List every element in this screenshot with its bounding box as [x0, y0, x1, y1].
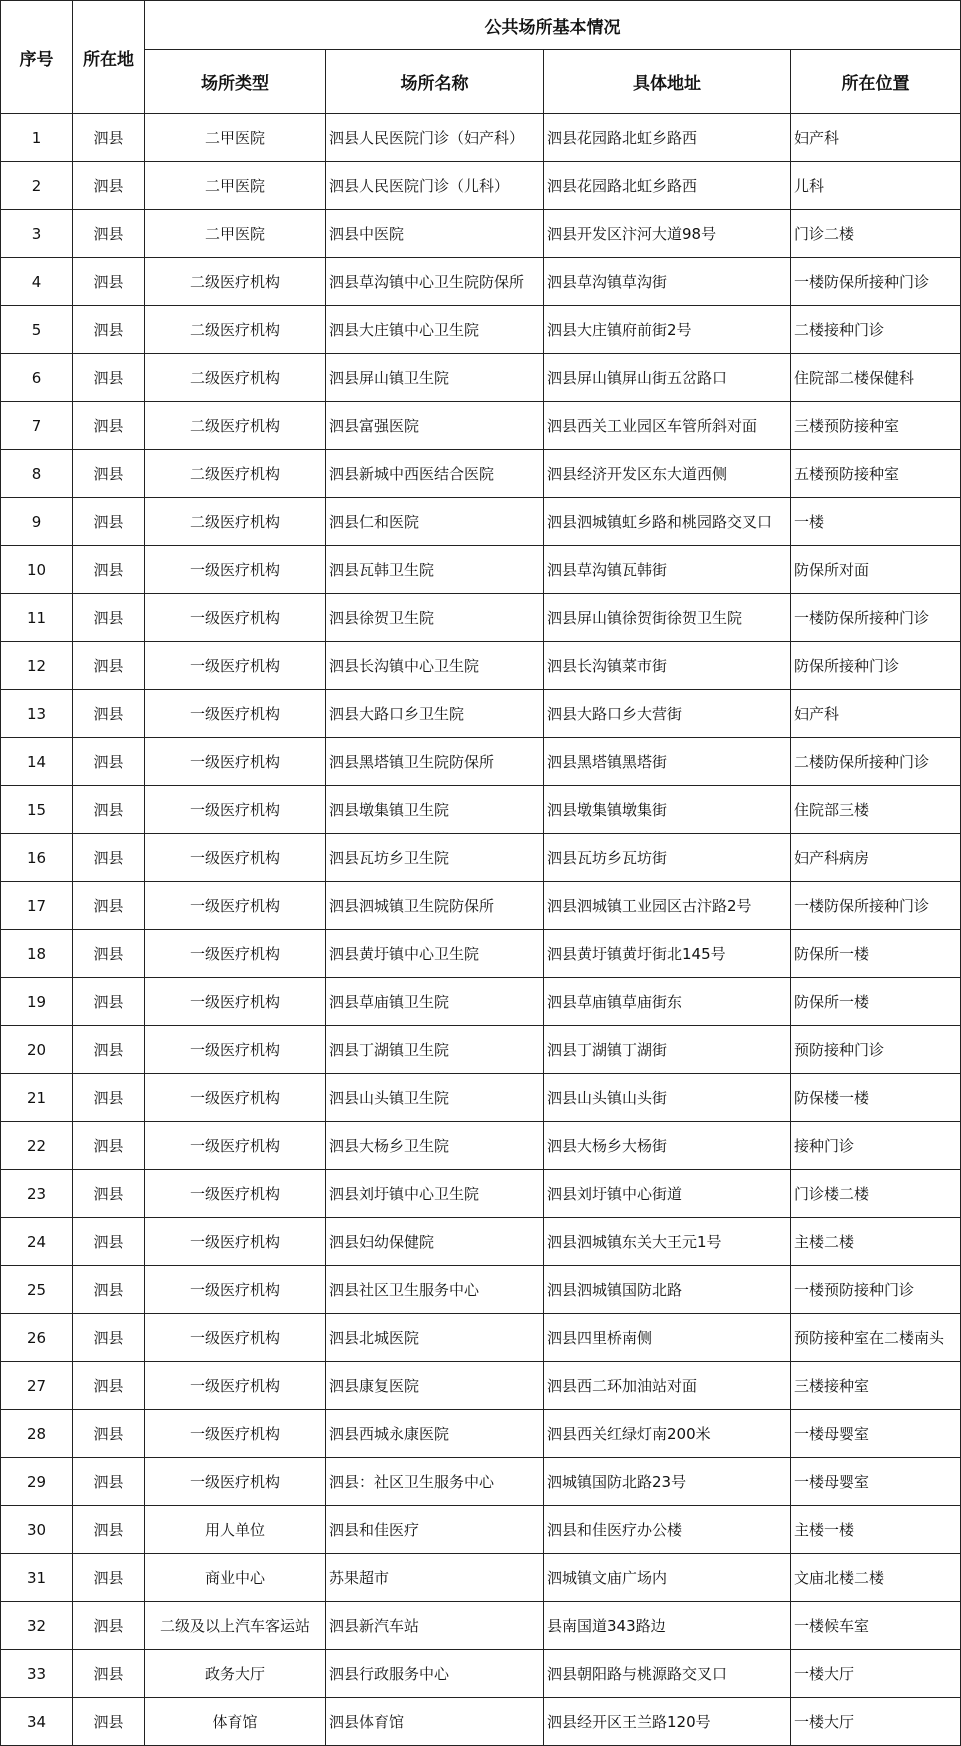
location-cell: 泗县 — [73, 354, 145, 402]
position-cell: 三楼预防接种室 — [791, 402, 961, 450]
name-cell: 泗县北城医院 — [326, 1314, 544, 1362]
address-cell: 泗县西二环加油站对面 — [544, 1362, 791, 1410]
position-cell: 文庙北楼二楼 — [791, 1554, 961, 1602]
table-row — [1, 690, 961, 738]
seq-cell: 7 — [1, 402, 73, 450]
name-cell: 泗县人民医院门诊（妇产科） — [326, 114, 544, 162]
type-cell: 二甲医院 — [145, 162, 326, 210]
table-row — [1, 1314, 961, 1362]
location-cell: 泗县 — [73, 978, 145, 1026]
table-row — [1, 1554, 961, 1602]
address-cell: 泗县草沟镇草沟街 — [544, 258, 791, 306]
seq-cell: 19 — [1, 978, 73, 1026]
seq-cell: 29 — [1, 1458, 73, 1506]
type-cell: 一级医疗机构 — [145, 930, 326, 978]
address-cell: 泗县西关红绿灯南200米 — [544, 1410, 791, 1458]
seq-cell: 6 — [1, 354, 73, 402]
location-cell: 泗县 — [73, 642, 145, 690]
address-cell: 泗县泗城镇虹乡路和桃园路交叉口 — [544, 498, 791, 546]
location-cell: 泗县 — [73, 402, 145, 450]
location-cell: 泗县 — [73, 162, 145, 210]
location-cell: 泗县 — [73, 1458, 145, 1506]
table-body — [1, 114, 961, 1746]
name-cell: 泗县墩集镇卫生院 — [326, 786, 544, 834]
seq-cell: 14 — [1, 738, 73, 786]
table-row — [1, 498, 961, 546]
type-cell: 一级医疗机构 — [145, 1266, 326, 1314]
seq-cell: 28 — [1, 1410, 73, 1458]
type-cell: 二级医疗机构 — [145, 258, 326, 306]
table-row — [1, 882, 961, 930]
address-cell: 泗县花园路北虹乡路西 — [544, 162, 791, 210]
table-row — [1, 546, 961, 594]
table-row — [1, 738, 961, 786]
name-cell: 泗县新汽车站 — [326, 1602, 544, 1650]
table-row — [1, 450, 961, 498]
seq-cell: 18 — [1, 930, 73, 978]
position-cell: 防保所对面 — [791, 546, 961, 594]
type-cell: 一级医疗机构 — [145, 1314, 326, 1362]
seq-cell: 5 — [1, 306, 73, 354]
location-cell: 泗县 — [73, 1074, 145, 1122]
location-cell: 泗县 — [73, 1026, 145, 1074]
type-cell: 一级医疗机构 — [145, 738, 326, 786]
name-cell: 泗县草沟镇中心卫生院防保所 — [326, 258, 544, 306]
location-cell: 泗县 — [73, 786, 145, 834]
position-cell: 预防接种门诊 — [791, 1026, 961, 1074]
name-header: 场所名称 — [326, 50, 544, 114]
group-header: 公共场所基本情况 — [145, 1, 961, 50]
seq-cell: 2 — [1, 162, 73, 210]
seq-cell: 10 — [1, 546, 73, 594]
location-cell: 泗县 — [73, 930, 145, 978]
table-row — [1, 834, 961, 882]
type-cell: 一级医疗机构 — [145, 1026, 326, 1074]
location-cell: 泗县 — [73, 210, 145, 258]
seq-cell: 4 — [1, 258, 73, 306]
address-cell: 泗县屏山镇徐贺街徐贺卫生院 — [544, 594, 791, 642]
position-cell: 接种门诊 — [791, 1122, 961, 1170]
name-cell: 泗县大杨乡卫生院 — [326, 1122, 544, 1170]
table-row — [1, 114, 961, 162]
type-cell: 一级医疗机构 — [145, 1458, 326, 1506]
address-cell: 泗县泗城镇工业园区古汴路2号 — [544, 882, 791, 930]
address-cell: 泗县瓦坊乡瓦坊街 — [544, 834, 791, 882]
position-cell: 一楼母婴室 — [791, 1410, 961, 1458]
table-row — [1, 210, 961, 258]
table-row — [1, 786, 961, 834]
location-cell: 泗县 — [73, 1602, 145, 1650]
position-cell: 一楼防保所接种门诊 — [791, 258, 961, 306]
position-cell: 妇产科 — [791, 690, 961, 738]
type-cell: 二甲医院 — [145, 210, 326, 258]
location-cell: 泗县 — [73, 1122, 145, 1170]
location-cell: 泗县 — [73, 690, 145, 738]
name-cell: 泗县社区卫生服务中心 — [326, 1266, 544, 1314]
position-cell: 一楼大厅 — [791, 1698, 961, 1746]
type-cell: 一级医疗机构 — [145, 1362, 326, 1410]
seq-cell: 3 — [1, 210, 73, 258]
name-cell: 泗县屏山镇卫生院 — [326, 354, 544, 402]
address-cell: 泗县花园路北虹乡路西 — [544, 114, 791, 162]
type-cell: 用人单位 — [145, 1506, 326, 1554]
position-cell: 一楼 — [791, 498, 961, 546]
seq-cell: 34 — [1, 1698, 73, 1746]
address-cell: 泗县西关工业园区车管所斜对面 — [544, 402, 791, 450]
address-cell: 泗县草庙镇草庙街东 — [544, 978, 791, 1026]
type-cell: 一级医疗机构 — [145, 1074, 326, 1122]
seq-cell: 20 — [1, 1026, 73, 1074]
position-cell: 防保楼一楼 — [791, 1074, 961, 1122]
position-cell: 住院部三楼 — [791, 786, 961, 834]
name-cell: 泗县丁湖镇卫生院 — [326, 1026, 544, 1074]
table-row — [1, 978, 961, 1026]
name-cell: 泗县泗城镇卫生院防保所 — [326, 882, 544, 930]
table-row — [1, 930, 961, 978]
position-cell: 一楼防保所接种门诊 — [791, 594, 961, 642]
name-cell: 泗县黄圩镇中心卫生院 — [326, 930, 544, 978]
table-row — [1, 402, 961, 450]
type-cell: 二甲医院 — [145, 114, 326, 162]
table-row — [1, 1122, 961, 1170]
address-cell: 泗县经开区王兰路120号 — [544, 1698, 791, 1746]
position-cell: 一楼预防接种门诊 — [791, 1266, 961, 1314]
table-row — [1, 1266, 961, 1314]
address-cell: 泗县四里桥南侧 — [544, 1314, 791, 1362]
table-row — [1, 1698, 961, 1746]
address-cell: 泗县墩集镇墩集街 — [544, 786, 791, 834]
location-cell: 泗县 — [73, 498, 145, 546]
type-cell: 一级医疗机构 — [145, 546, 326, 594]
location-cell: 泗县 — [73, 834, 145, 882]
address-cell: 泗县大杨乡大杨街 — [544, 1122, 791, 1170]
type-cell: 一级医疗机构 — [145, 834, 326, 882]
address-header: 具体地址 — [544, 50, 791, 114]
position-cell: 妇产科病房 — [791, 834, 961, 882]
seq-cell: 12 — [1, 642, 73, 690]
seq-cell: 8 — [1, 450, 73, 498]
address-cell: 泗县经济开发区东大道西侧 — [544, 450, 791, 498]
position-cell: 五楼预防接种室 — [791, 450, 961, 498]
position-cell: 二楼防保所接种门诊 — [791, 738, 961, 786]
seq-header: 序号 — [1, 1, 73, 114]
type-cell: 二级医疗机构 — [145, 450, 326, 498]
type-cell: 二级医疗机构 — [145, 402, 326, 450]
address-cell: 泗县和佳医疗办公楼 — [544, 1506, 791, 1554]
position-cell: 一楼大厅 — [791, 1650, 961, 1698]
position-cell: 二楼接种门诊 — [791, 306, 961, 354]
location-cell: 泗县 — [73, 1362, 145, 1410]
address-cell: 泗县朝阳路与桃源路交叉口 — [544, 1650, 791, 1698]
name-cell: 泗县：社区卫生服务中心 — [326, 1458, 544, 1506]
name-cell: 泗县大庄镇中心卫生院 — [326, 306, 544, 354]
address-cell: 泗县泗城镇国防北路 — [544, 1266, 791, 1314]
type-cell: 一级医疗机构 — [145, 642, 326, 690]
name-cell: 泗县山头镇卫生院 — [326, 1074, 544, 1122]
table-row — [1, 594, 961, 642]
seq-cell: 23 — [1, 1170, 73, 1218]
seq-cell: 25 — [1, 1266, 73, 1314]
location-cell: 泗县 — [73, 882, 145, 930]
location-cell: 泗县 — [73, 738, 145, 786]
table-row — [1, 1026, 961, 1074]
name-cell: 泗县瓦坊乡卫生院 — [326, 834, 544, 882]
address-cell: 泗县长沟镇菜市街 — [544, 642, 791, 690]
seq-cell: 33 — [1, 1650, 73, 1698]
location-cell: 泗县 — [73, 1314, 145, 1362]
location-cell: 泗县 — [73, 1506, 145, 1554]
name-cell: 泗县康复医院 — [326, 1362, 544, 1410]
table-row — [1, 1650, 961, 1698]
table-row — [1, 354, 961, 402]
table-row — [1, 642, 961, 690]
address-cell: 泗县草沟镇瓦韩街 — [544, 546, 791, 594]
name-cell: 泗县西城永康医院 — [326, 1410, 544, 1458]
type-cell: 商业中心 — [145, 1554, 326, 1602]
type-cell: 一级医疗机构 — [145, 1170, 326, 1218]
position-cell: 门诊楼二楼 — [791, 1170, 961, 1218]
type-cell: 二级医疗机构 — [145, 354, 326, 402]
location-cell: 泗县 — [73, 594, 145, 642]
seq-cell: 31 — [1, 1554, 73, 1602]
location-cell: 泗县 — [73, 306, 145, 354]
address-cell: 泗城镇国防北路23号 — [544, 1458, 791, 1506]
table-row — [1, 1410, 961, 1458]
position-cell: 一楼候车室 — [791, 1602, 961, 1650]
position-cell: 住院部二楼保健科 — [791, 354, 961, 402]
table-row — [1, 162, 961, 210]
address-cell: 县南国道343路边 — [544, 1602, 791, 1650]
location-cell: 泗县 — [73, 1170, 145, 1218]
position-cell: 儿科 — [791, 162, 961, 210]
table-row — [1, 1170, 961, 1218]
seq-cell: 26 — [1, 1314, 73, 1362]
table-row — [1, 1362, 961, 1410]
location-cell: 泗县 — [73, 1650, 145, 1698]
address-cell: 泗县大庄镇府前街2号 — [544, 306, 791, 354]
position-cell: 三楼接种室 — [791, 1362, 961, 1410]
position-cell: 门诊二楼 — [791, 210, 961, 258]
position-cell: 一楼防保所接种门诊 — [791, 882, 961, 930]
type-cell: 一级医疗机构 — [145, 594, 326, 642]
seq-cell: 17 — [1, 882, 73, 930]
type-cell: 一级医疗机构 — [145, 1122, 326, 1170]
location-cell: 泗县 — [73, 1266, 145, 1314]
position-cell: 妇产科 — [791, 114, 961, 162]
address-cell: 泗县大路口乡大营街 — [544, 690, 791, 738]
name-cell: 泗县刘圩镇中心卫生院 — [326, 1170, 544, 1218]
name-cell: 泗县黑塔镇卫生院防保所 — [326, 738, 544, 786]
position-cell: 防保所接种门诊 — [791, 642, 961, 690]
type-cell: 二级医疗机构 — [145, 306, 326, 354]
seq-cell: 32 — [1, 1602, 73, 1650]
table-row — [1, 1602, 961, 1650]
address-cell: 泗县丁湖镇丁湖街 — [544, 1026, 791, 1074]
location-cell: 泗县 — [73, 546, 145, 594]
seq-cell: 1 — [1, 114, 73, 162]
table-header — [1, 1, 961, 114]
name-cell: 泗县行政服务中心 — [326, 1650, 544, 1698]
address-cell: 泗县泗城镇东关大王元1号 — [544, 1218, 791, 1266]
location-cell: 泗县 — [73, 450, 145, 498]
type-cell: 一级医疗机构 — [145, 1218, 326, 1266]
location-cell: 泗县 — [73, 1554, 145, 1602]
name-cell: 泗县富强医院 — [326, 402, 544, 450]
address-cell: 泗县山头镇山头街 — [544, 1074, 791, 1122]
type-cell: 一级医疗机构 — [145, 786, 326, 834]
address-cell: 泗县屏山镇屏山街五岔路口 — [544, 354, 791, 402]
type-cell: 二级及以上汽车客运站 — [145, 1602, 326, 1650]
type-header: 场所类型 — [145, 50, 326, 114]
name-cell: 泗县徐贺卫生院 — [326, 594, 544, 642]
position-cell: 主楼一楼 — [791, 1506, 961, 1554]
seq-cell: 21 — [1, 1074, 73, 1122]
table-row — [1, 1218, 961, 1266]
position-header: 所在位置 — [791, 50, 961, 114]
table-row — [1, 306, 961, 354]
name-cell: 泗县和佳医疗 — [326, 1506, 544, 1554]
name-cell: 泗县中医院 — [326, 210, 544, 258]
name-cell: 泗县草庙镇卫生院 — [326, 978, 544, 1026]
name-cell: 泗县大路口乡卫生院 — [326, 690, 544, 738]
type-cell: 一级医疗机构 — [145, 690, 326, 738]
type-cell: 体育馆 — [145, 1698, 326, 1746]
address-cell: 泗县开发区汴河大道98号 — [544, 210, 791, 258]
type-cell: 一级医疗机构 — [145, 882, 326, 930]
address-cell: 泗城镇文庙广场内 — [544, 1554, 791, 1602]
position-cell: 预防接种室在二楼南头 — [791, 1314, 961, 1362]
table-row — [1, 1074, 961, 1122]
table-row — [1, 258, 961, 306]
name-cell: 苏果超市 — [326, 1554, 544, 1602]
name-cell: 泗县瓦韩卫生院 — [326, 546, 544, 594]
name-cell: 泗县新城中西医结合医院 — [326, 450, 544, 498]
location-cell: 泗县 — [73, 1698, 145, 1746]
address-cell: 泗县黄圩镇黄圩街北145号 — [544, 930, 791, 978]
seq-cell: 11 — [1, 594, 73, 642]
position-cell: 防保所一楼 — [791, 930, 961, 978]
position-cell: 主楼二楼 — [791, 1218, 961, 1266]
address-cell: 泗县黑塔镇黑塔街 — [544, 738, 791, 786]
type-cell: 政务大厅 — [145, 1650, 326, 1698]
seq-cell: 15 — [1, 786, 73, 834]
name-cell: 泗县人民医院门诊（儿科） — [326, 162, 544, 210]
position-cell: 防保所一楼 — [791, 978, 961, 1026]
position-cell: 一楼母婴室 — [791, 1458, 961, 1506]
location-cell: 泗县 — [73, 114, 145, 162]
type-cell: 二级医疗机构 — [145, 498, 326, 546]
type-cell: 一级医疗机构 — [145, 978, 326, 1026]
seq-cell: 22 — [1, 1122, 73, 1170]
seq-cell: 27 — [1, 1362, 73, 1410]
seq-cell: 30 — [1, 1506, 73, 1554]
seq-cell: 13 — [1, 690, 73, 738]
table-row — [1, 1458, 961, 1506]
seq-cell: 9 — [1, 498, 73, 546]
address-cell: 泗县刘圩镇中心街道 — [544, 1170, 791, 1218]
seq-cell: 16 — [1, 834, 73, 882]
name-cell: 泗县妇幼保健院 — [326, 1218, 544, 1266]
type-cell: 一级医疗机构 — [145, 1410, 326, 1458]
table-row — [1, 1506, 961, 1554]
location-header: 所在地 — [73, 1, 145, 114]
location-cell: 泗县 — [73, 1218, 145, 1266]
name-cell: 泗县仁和医院 — [326, 498, 544, 546]
name-cell: 泗县体育馆 — [326, 1698, 544, 1746]
location-cell: 泗县 — [73, 258, 145, 306]
location-cell: 泗县 — [73, 1410, 145, 1458]
seq-cell: 24 — [1, 1218, 73, 1266]
name-cell: 泗县长沟镇中心卫生院 — [326, 642, 544, 690]
